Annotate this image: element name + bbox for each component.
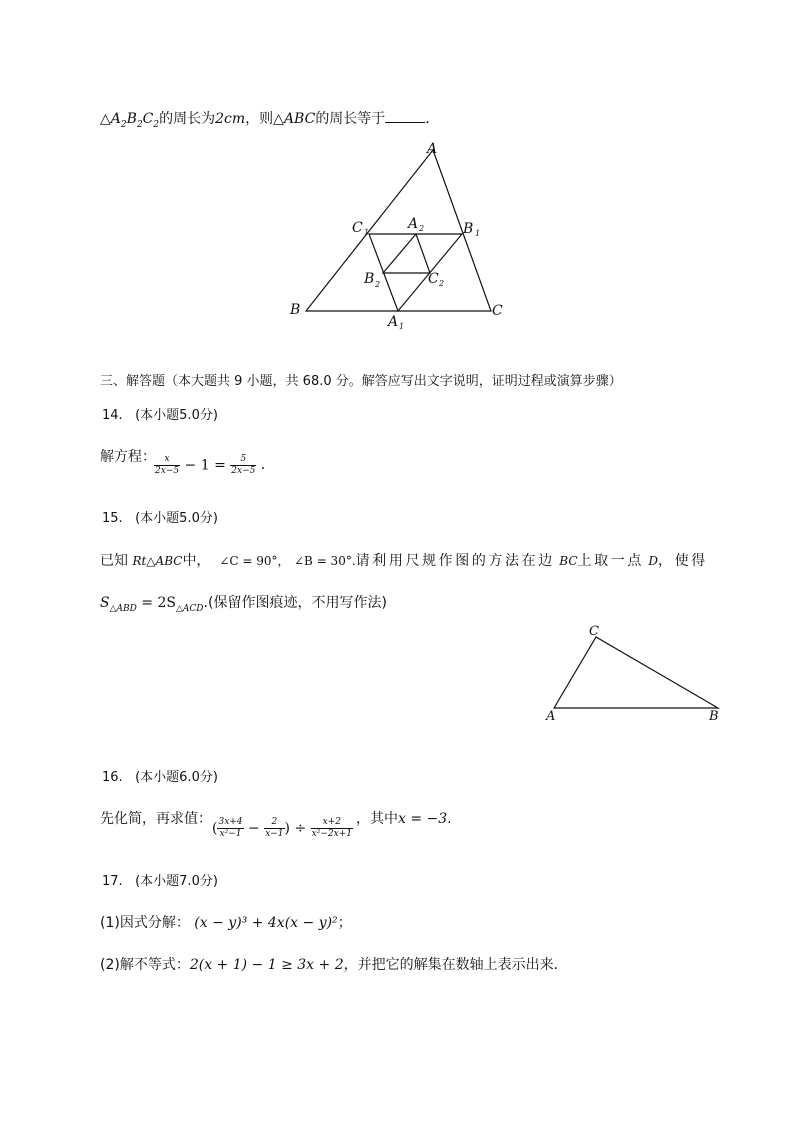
math: S: [100, 595, 110, 611]
q17-heading: [102, 870, 218, 889]
q14-score: (本小题5.0分): [135, 408, 218, 423]
q13-text1: 的周长为: [159, 111, 216, 127]
q16-lead: 先化简，再求值：: [100, 811, 212, 827]
math-sub: △ACD: [176, 604, 204, 614]
q13-abc: ABC: [283, 111, 316, 127]
q17-number: 17.: [102, 874, 123, 889]
q16-tail: [356, 808, 452, 828]
math: D: [648, 554, 659, 568]
fig-label-c: C: [589, 624, 599, 639]
triangle-a2b2c2: [383, 234, 430, 273]
fig-sub: 1: [364, 228, 370, 237]
text: .: [447, 811, 452, 827]
math: ∠B = 30°.: [294, 554, 356, 568]
fig-label-b2: B: [364, 271, 375, 287]
math: (x − y)³ + 4x(x − y)²: [194, 915, 338, 931]
q15-line-1: [100, 550, 708, 570]
q16-fraction-3: $\frac{x+2}{\text{x²−2x+1}}$: [311, 817, 352, 839]
math: ∠C = 90°，: [219, 554, 290, 568]
op: −: [248, 820, 260, 837]
math: Rt△ABC: [132, 554, 183, 568]
fig-label-a: A: [427, 141, 438, 157]
text: ；: [337, 915, 352, 931]
sub: 2: [136, 120, 143, 130]
sub: 2: [120, 120, 127, 130]
q13-value: 2cm: [215, 111, 246, 127]
q14-number: 14.: [102, 408, 123, 423]
fig-label-a1: A: [388, 314, 399, 330]
q14-equation: [154, 454, 275, 477]
math: 2(x + 1) − 1 ≥ 3x + 2: [189, 957, 344, 973]
q17-part-2: [100, 954, 568, 974]
paren: (: [212, 820, 218, 837]
q16-number: 16.: [102, 770, 123, 785]
q13-text3: 的周长等于: [315, 111, 386, 127]
q16-fraction-1: $\frac{3x+4}{\text{x²−1}}$: [218, 817, 243, 839]
math: BC: [559, 554, 578, 568]
q17-part-1: [100, 912, 352, 932]
section-title: 三、解答题（本大题共 9 小题，共 68.0 分。解答应写出文字说明，证明过程或演算步骤）: [100, 374, 622, 389]
fig-sub: 1: [399, 322, 405, 331]
answer-blank: [385, 109, 425, 123]
triangle-symbol: △: [273, 111, 284, 127]
text: 已知: [100, 553, 128, 569]
q16-fraction-2: $\frac{2}{x-1}$: [265, 817, 284, 839]
text: 请利用尺规作图的方法在边: [355, 553, 555, 569]
fig-sub: 2: [375, 280, 381, 289]
fig-sub: 2: [439, 279, 445, 288]
fig-label-c1: C: [352, 220, 363, 236]
q15-score: (本小题5.0分): [135, 511, 218, 526]
q15-heading: [102, 507, 218, 526]
fig-label-c2: C: [428, 271, 439, 287]
text: 中，: [182, 553, 211, 569]
q16-score: (本小题6.0分): [135, 770, 218, 785]
q15-line-2: [100, 592, 387, 612]
text: 上取一点: [577, 553, 644, 569]
q17-score: (本小题7.0分): [135, 874, 218, 889]
label-c2: C: [142, 111, 154, 127]
q14-line: [100, 446, 156, 466]
nested-triangles-figure: [280, 135, 520, 335]
text: ，并把它的解集在数轴上表示出来．: [343, 957, 568, 973]
text: 因式分解：: [119, 915, 190, 931]
q13-text2: ，则: [245, 111, 274, 127]
q14-heading: [102, 404, 218, 423]
triangle-abc: [554, 637, 718, 708]
label-b2: B: [126, 111, 137, 127]
part-label: (2): [100, 957, 120, 973]
q16-expression: [212, 817, 353, 840]
math: x = −3: [398, 811, 448, 827]
text: 解不等式：: [119, 957, 190, 973]
fig-label-b: B: [709, 709, 719, 724]
fig-sub: 2: [419, 224, 425, 233]
text: .(保留作图痕迹，不用写作法): [203, 595, 387, 611]
fig-label-a: A: [546, 709, 556, 724]
fig-label-c: C: [492, 303, 503, 319]
text: ，其中: [356, 811, 398, 827]
q14-lead: 解方程：: [100, 449, 156, 465]
q13-line: [100, 108, 439, 128]
q14-fraction-1: $\frac{x}{2x-5}$: [155, 454, 180, 476]
fig-sub: 1: [475, 229, 481, 238]
math: = 2S: [136, 595, 176, 611]
q13-end: ．: [425, 111, 440, 127]
q14-end: ．: [260, 457, 275, 473]
q14-mid: − 1 =: [184, 457, 226, 474]
triangle-symbol: △: [100, 111, 111, 127]
op: ÷: [294, 820, 307, 837]
part-label: (1): [100, 915, 120, 931]
math-sub: △ABD: [109, 604, 137, 614]
label-a2: A: [110, 111, 121, 127]
q16-heading: [102, 766, 218, 785]
q15-number: 15.: [102, 511, 123, 526]
q14-fraction-2: $\frac{5}{2x-5}$: [231, 454, 256, 476]
text: ，使得: [658, 553, 708, 569]
fig-label-b1: B: [463, 221, 474, 237]
fig-label-b: B: [290, 302, 301, 318]
right-triangle-figure: [540, 620, 730, 730]
fig-label-a2: A: [408, 216, 419, 232]
paren: ): [284, 820, 290, 837]
sub: 2: [153, 120, 160, 130]
